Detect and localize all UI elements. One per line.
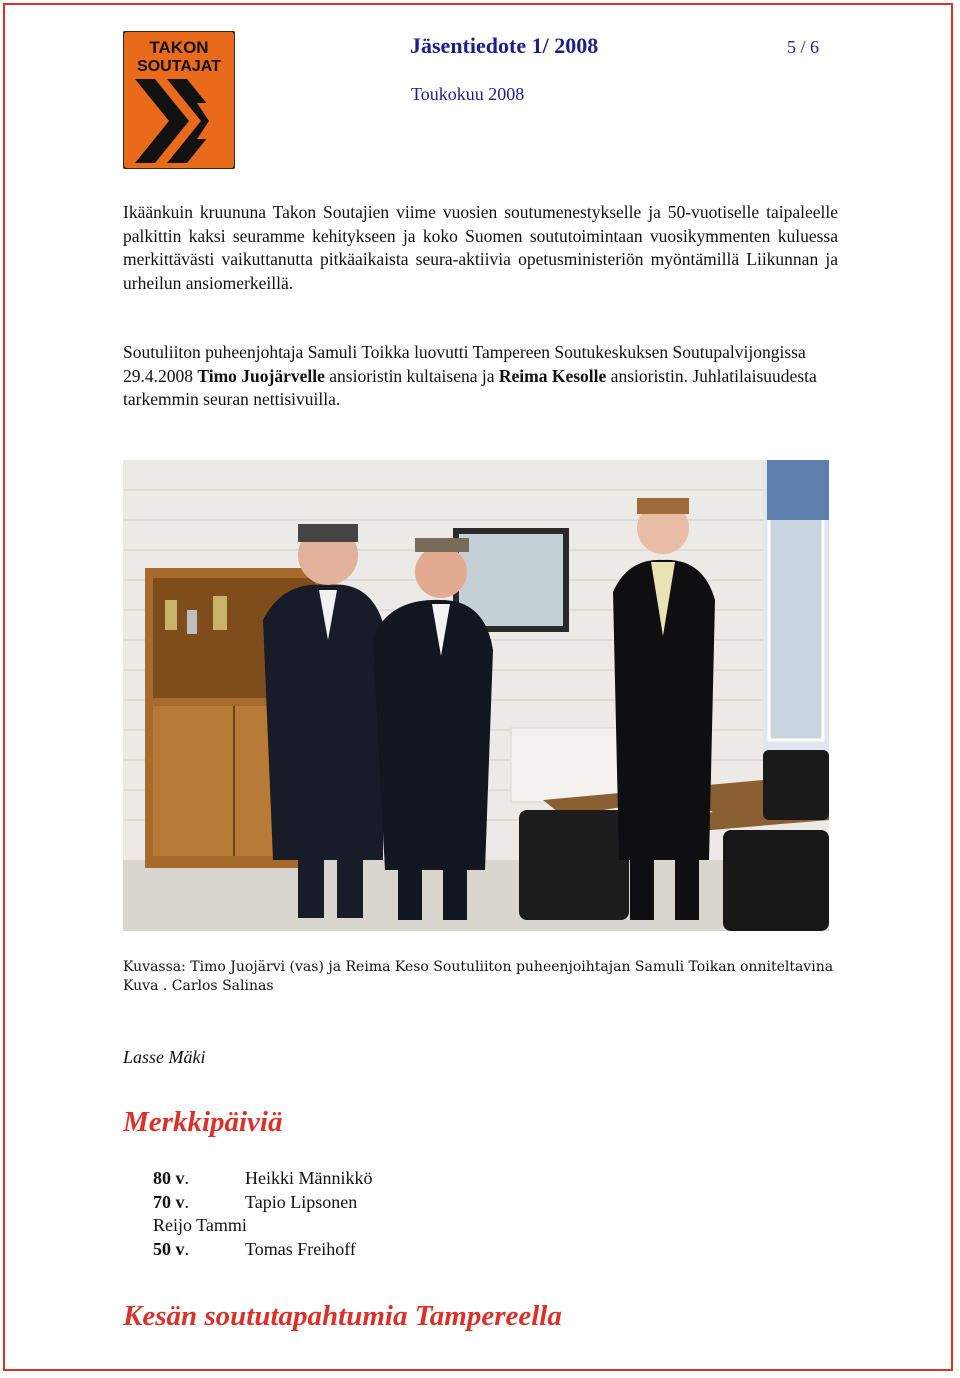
- birthday-age: 70: [153, 1191, 171, 1212]
- birthday-entry: [153, 1238, 373, 1262]
- birthday-age-sep: .: [184, 1168, 189, 1188]
- paragraph-2-text-a: Soutuliiton puheenjohtaja Samuli Toikka luovutti Tampereen Soutukeskuksen Soutupalvijongissa 29.4.2008: [123, 342, 806, 386]
- paragraph-2-text-c: ansioristin. Juhlatilaisuudesta tarkemmin seuran nettisivuilla.: [123, 365, 817, 409]
- birthday-age-sep: .: [184, 1191, 189, 1212]
- photo-caption: [123, 958, 843, 996]
- birthday-entry: [153, 1191, 373, 1215]
- article-author: Lasse Mäki: [123, 1047, 206, 1067]
- paragraph-2-text-b: ansioristin kultaisena ja: [324, 365, 499, 386]
- birthday-entry: [153, 1214, 373, 1238]
- takon-soutajat-logo: [123, 31, 235, 169]
- photo-credit: Kuva . Carlos Salinas: [123, 978, 274, 994]
- awardee-name-2: Reima Kesolle: [498, 365, 607, 386]
- award-ceremony-photo: [123, 460, 829, 931]
- birthday-age: 80: [153, 1168, 171, 1188]
- birthday-age-sep: .: [184, 1238, 189, 1259]
- birthday-name: Heikki Männikkö: [245, 1168, 373, 1188]
- article-paragraph-1: Ikäänkuin kruununa Takon Soutajien viime vuosien soutumenestykselle ja 50-vuotiselle taipaleelle palkittin kaksi seuramme kehitykseen ja koko Suomen soututoimintaan vuosikymmenten kuluessa merkittävästi vaikuttanutta pitkäaikaista seura-aktiivia opetusministeriön myöntämillä Liikunnan ja urheilun ansiomerkeillä.: [123, 202, 838, 293]
- birthday-age: 50: [153, 1238, 171, 1259]
- birthday-age-suffix: v: [171, 1238, 185, 1259]
- birthday-name: Tapio Lipsonen: [245, 1191, 358, 1212]
- photo-caption-line-1: Kuvassa: Timo Juojärvi (vas) ja Reima Keso Soutuliiton puheenjoihtajan Samuli Toikan onniteltavina: [123, 959, 834, 975]
- issue-date: Toukokuu 2008: [411, 84, 525, 104]
- summer-events-heading: Kesän soututapahtumia Tampereella: [123, 1300, 562, 1332]
- birthday-entry: [153, 1167, 373, 1191]
- birthdays-list: [153, 1167, 373, 1261]
- birthday-name: Tomas Freihoff: [245, 1238, 356, 1259]
- awardee-name-1: Timo Juojärvelle: [197, 365, 325, 386]
- birthday-age-suffix: v: [171, 1191, 185, 1212]
- svg-text:TAKON: TAKON: [149, 38, 209, 57]
- birthday-age-suffix: v: [171, 1168, 185, 1188]
- newsletter-title: Jäsentiedote 1/ 2008: [410, 33, 599, 58]
- birthdays-heading: Merkkipäiviä: [123, 1106, 283, 1138]
- page-number: 5 / 6: [787, 37, 820, 57]
- article-paragraph-2: [123, 341, 838, 412]
- svg-text:SOUTAJAT: SOUTAJAT: [137, 58, 221, 75]
- birthday-name: Reijo Tammi: [153, 1215, 247, 1235]
